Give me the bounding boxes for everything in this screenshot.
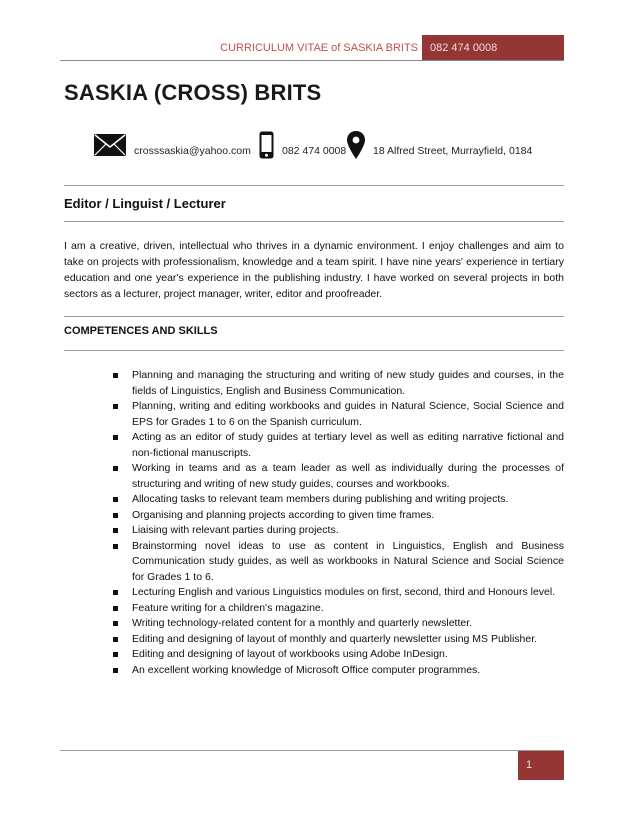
skill-item	[96, 492, 564, 508]
divider	[64, 316, 564, 317]
header-phone: 082 474 0008	[422, 35, 564, 61]
header-title: CURRICULUM VITAE of SASKIA BRITS	[220, 42, 418, 54]
skill-item	[96, 585, 564, 601]
skill-item	[96, 399, 564, 430]
page-header	[60, 35, 564, 61]
bullet-icon	[113, 652, 118, 657]
candidate-name: SASKIA (CROSS) BRITS	[64, 80, 322, 105]
contact-address: 18 Alfred Street, Murrayfield, 0184	[373, 145, 533, 157]
skill-text: Liaising with relevant parties during projects.	[132, 524, 339, 536]
header-divider	[60, 60, 564, 61]
contact-row	[64, 131, 564, 171]
skill-item	[96, 539, 564, 586]
page-number: 1	[518, 751, 564, 780]
skill-text: Allocating tasks to relevant team members during publishing and writing projects.	[132, 493, 509, 505]
bullet-icon	[113, 497, 118, 502]
skill-text: An excellent working knowledge of Microsoft Office computer programmes.	[132, 663, 481, 676]
divider	[64, 185, 564, 186]
skill-item	[96, 663, 564, 679]
skill-item	[96, 368, 564, 399]
skill-text: Editing and designing of layout of monthly and quarterly newsletter using MS Publisher.	[132, 632, 538, 645]
skill-text: Acting as an editor of study guides at tertiary level as well as editing narrative fictional and non-fictional manuscripts.	[132, 431, 564, 459]
skill-text: Brainstorming novel ideas to use as content in Linguistics, English and Business Communication study guides, as well as workbooks in Natural Science and Social Science for Grades 1 to 6.	[132, 539, 564, 583]
skill-item	[96, 632, 564, 648]
bullet-icon	[113, 404, 118, 409]
divider	[64, 221, 564, 222]
skill-text: Writing technology-related content for a monthly and quarterly newsletter.	[132, 617, 473, 629]
skill-item	[96, 508, 564, 524]
section-title-competences: COMPETENCES AND SKILLS	[64, 325, 218, 337]
skill-text: Planning and managing the structuring and writing of new study guides and courses, in the fields of Linguistics, English and Business Communication.	[132, 369, 564, 397]
envelope-icon	[94, 134, 126, 159]
skill-text: Lecturing English and various Linguistics modules on first, second, third and Honours level.	[132, 586, 556, 598]
divider	[64, 350, 564, 351]
skill-text: Planning, writing and editing workbooks and guides in Natural Science, Social Science and EPS for Grades 1 to 6 on the Spanish curriculum.	[132, 400, 564, 428]
bullet-icon	[113, 435, 118, 440]
bullet-icon	[113, 466, 118, 471]
bullet-icon	[113, 621, 118, 626]
map-pin-icon	[347, 131, 365, 162]
skills-list	[96, 368, 564, 678]
skill-text: Organising and planning projects according to given time frames.	[132, 508, 435, 521]
bullet-icon	[113, 590, 118, 595]
skill-item	[96, 601, 564, 617]
bullet-icon	[113, 606, 118, 611]
mobile-phone-icon	[259, 131, 274, 162]
bullet-icon	[113, 373, 118, 378]
job-title: Editor / Linguist / Lecturer	[64, 196, 226, 211]
skill-text: Editing and designing of layout of workbooks using Adobe InDesign.	[132, 648, 448, 660]
skill-item	[96, 523, 564, 539]
bullet-icon	[113, 668, 118, 673]
bullet-icon	[113, 544, 118, 549]
skill-item	[96, 647, 564, 663]
contact-email[interactable]: crosssaskia@yahoo.com	[134, 145, 251, 157]
skill-item	[96, 430, 564, 461]
footer-divider	[60, 750, 564, 751]
bullet-icon	[113, 513, 118, 518]
skill-item	[96, 461, 564, 492]
bullet-icon	[113, 528, 118, 533]
skill-item	[96, 616, 564, 632]
page-footer	[60, 750, 564, 780]
skill-text: Feature writing for a children's magazine.	[132, 601, 324, 614]
bullet-icon	[113, 637, 118, 642]
contact-phone: 082 474 0008	[282, 145, 347, 157]
profile-summary: I am a creative, driven, intellectual who thrives in a dynamic environment. I enjoy challenges and aim to take on projects with professionalism, knowledge and a team spirit. I have nine years' experience in tertiary education and one year's experience in the publishing industry. I have worked on several projects in both sectors as a lecturer, project manager, writer, editor and proofreader.	[64, 240, 564, 300]
skill-text: Working in teams and as a team leader as well as individually during the processes of structuring and writing of new study guides, courses and workbooks.	[132, 462, 564, 490]
